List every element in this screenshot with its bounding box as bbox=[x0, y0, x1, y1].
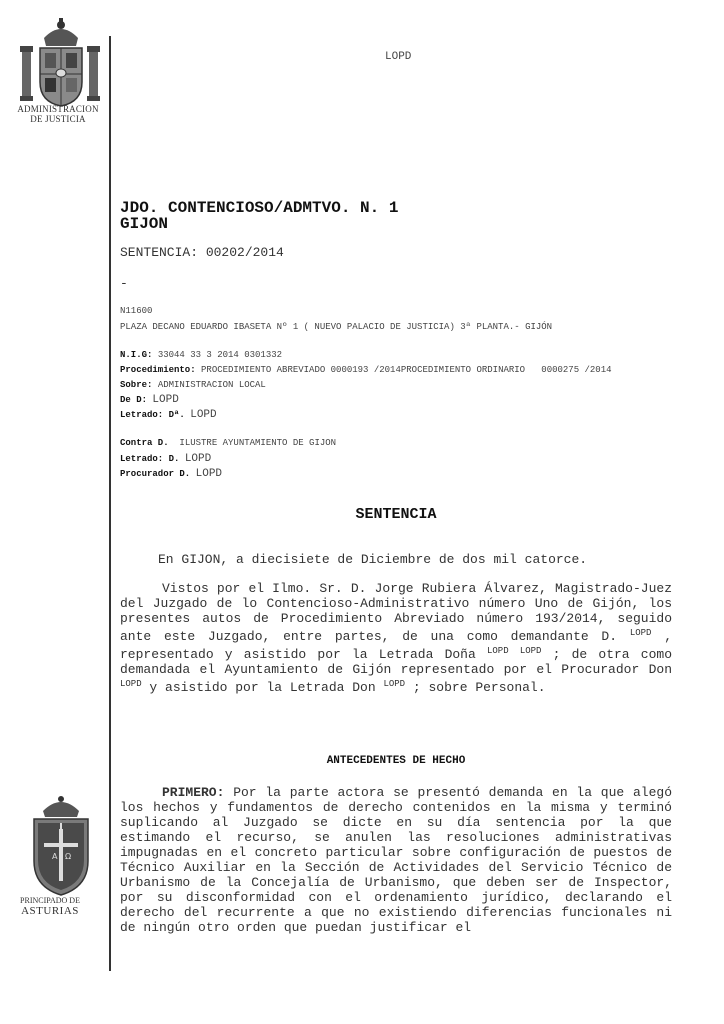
court-name-line1: JDO. CONTENCIOSO/ADMTVO. N. 1 bbox=[120, 199, 399, 217]
administracion-justicia-label: ADMINISTRACION DE JUSTICIA bbox=[17, 104, 99, 124]
procedimiento-line: Procedimiento: PROCEDIMIENTO ABREVIADO 0000193 /2014PROCEDIMIENTO ORDINARIO 0000275 /2014 bbox=[120, 365, 612, 375]
date-line: En GIJON, a diecisiete de Diciembre de dos mil catorce. bbox=[158, 552, 588, 567]
letrado-demandado-line: Letrado: D. LOPD bbox=[120, 453, 212, 465]
vistos-paragraph: Vistos por el Ilmo. Sr. D. Jorge Rubiera Álvarez, Magistrado-Juez del Juzgado de lo Contencioso-Administrativo número Uno de Gijón, los presentes autos de Procedimiento Abreviado número 193/2014, seguido ante este Juzgado, entre partes, de una como demandante D. $^{LOPD}$ , representado y asistido por la Letrada Doña $^{LOPD}$ $^{LOPD}$ ; de otra como demandada el Ayuntamiento de Gijón representado por el Procurador Don $^{LOPD}$ y asistido por la Letrada Don $^{LOPD}$ ; sobre Personal. bbox=[120, 581, 673, 695]
sentencia-number: SENTENCIA: 00202/2014 bbox=[120, 245, 284, 260]
nig-line: N.I.G: 33044 33 3 2014 0301332 bbox=[120, 350, 283, 360]
antecedentes-title: ANTECEDENTES DE HECHO bbox=[326, 755, 466, 767]
demandante-line: De D: LOPD bbox=[120, 394, 179, 406]
sentencia-title: SENTENCIA bbox=[355, 506, 437, 523]
lopd-redaction: LOPD bbox=[120, 679, 142, 689]
header-lopd-mark: LOPD bbox=[385, 51, 412, 63]
court-address: PLAZA DECANO EDUARDO IBASETA Nº 1 ( NUEVO PALACIO DE JUSTICIA) 3ª PLANTA.- GIJÓN bbox=[120, 322, 553, 332]
svg-text:Ω: Ω bbox=[65, 852, 72, 861]
lopd-redaction: LOPD bbox=[519, 646, 542, 656]
court-name bbox=[120, 200, 398, 232]
lopd-redaction: LOPD bbox=[629, 628, 652, 638]
lopd-redaction: LOPD bbox=[383, 679, 406, 689]
procurador-line: Procurador D. LOPD bbox=[120, 468, 223, 480]
primero-paragraph: PRIMERO: Por la parte actora se presentó demanda en la que alegó los hechos y fundamentos de derecho contenidos en la misma y terminó suplicando al Juzgado se dicte en su día sentencia por la que estimando el recurso, se anulen las resoluciones administrativas impugnadas en el concreto particular sobre configuración de puestos de Técnico Auxiliar en la Sección de Actividades del Servicio Técnico de Urbanismo de la Concejalía de Urbanismo, que deben ser de Inspector, por su disconformidad con el ordenamiento jurídico, declarando el derecho del recurrente a que no existiendo diferencias funcionales ni de ningún otro orden que puedan justificar el bbox=[120, 785, 672, 935]
letrado-demandante-line: Letrado: Dª. LOPD bbox=[120, 409, 217, 421]
sobre-line: Sobre: ADMINISTRACION LOCAL bbox=[120, 380, 266, 390]
principado-asturias-label: PRINCIPADO DE ASTURIAS bbox=[20, 896, 80, 917]
primero-label: PRIMERO: bbox=[162, 785, 225, 800]
court-name-line2: GIJON bbox=[120, 215, 169, 233]
svg-text:A: A bbox=[52, 852, 58, 861]
lopd-redaction: LOPD bbox=[487, 646, 509, 656]
separator-dash: - bbox=[120, 276, 128, 291]
margin-rule bbox=[109, 36, 111, 971]
contra-line: Contra D. ILUSTRE AYUNTAMIENTO DE GIJON bbox=[120, 438, 337, 448]
court-code: N11600 bbox=[120, 306, 153, 316]
